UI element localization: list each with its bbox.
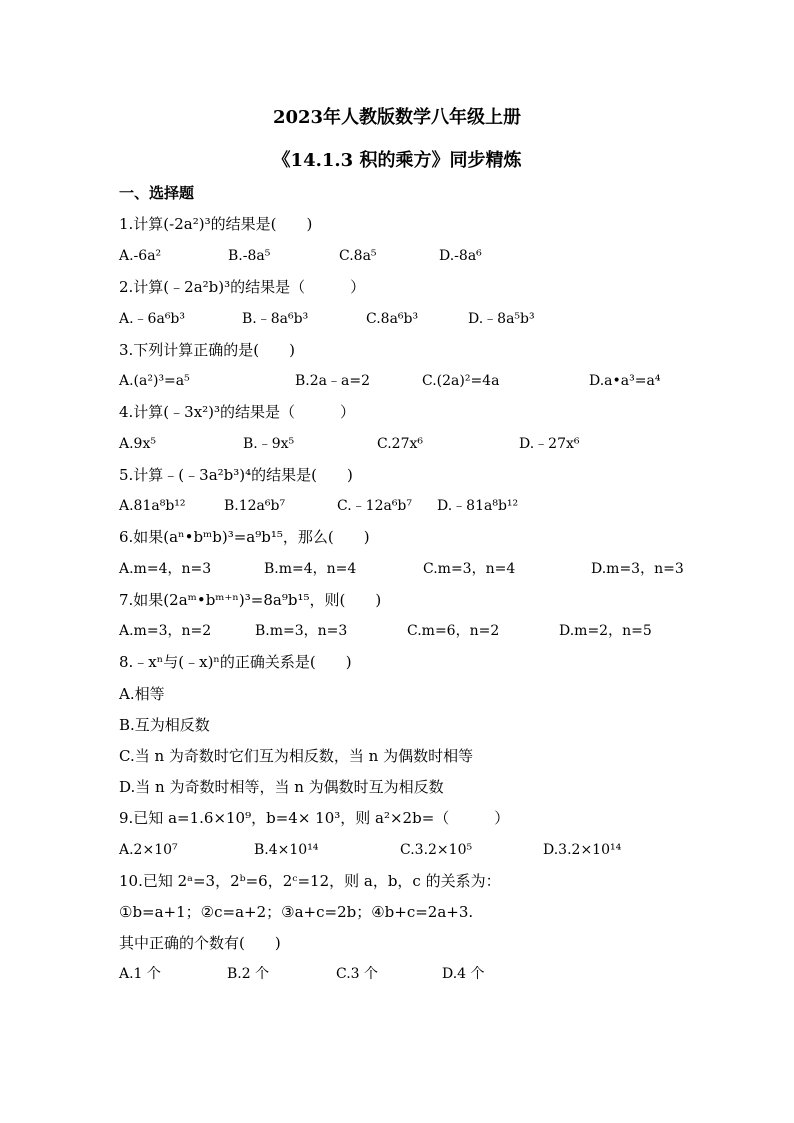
document-subtitle: 《14.1.3 积的乘方》同步精炼	[272, 150, 522, 171]
question-3-option-c: C.(2a)²=4a	[422, 373, 500, 389]
question-3-option-b: B.2a﹣a=2	[295, 373, 370, 389]
question-3-option-d: D.a•a³=a⁴	[589, 373, 661, 389]
question-5-option-b: B.12a⁶b⁷	[224, 498, 286, 514]
question-1-stem: 1.计算(-2a²)³的结果是( )	[119, 215, 313, 233]
question-10-option-d: D.4 个	[442, 966, 485, 982]
question-7-option-d: D.m=2，n=5	[559, 623, 652, 639]
question-2-option-c: C.8a⁶b³	[366, 311, 419, 327]
question-5-option-d: D.﹣81a⁸b¹²	[437, 498, 519, 514]
question-6-option-c: C.m=3，n=4	[423, 561, 516, 577]
question-6-option-b: B.m=4，n=4	[264, 561, 357, 577]
question-8-option-d: D.当 n 为奇数时相等，当 n 为偶数时互为相反数	[119, 778, 444, 796]
question-10-option-c: C.3 个	[336, 966, 379, 982]
question-9-option-c: C.3.2×10⁵	[400, 842, 473, 858]
question-5-stem: 5.计算﹣(﹣3a²b³)⁴的结果是( )	[119, 466, 353, 484]
question-4-option-c: C.27x⁶	[377, 436, 423, 452]
question-4-stem: 4.计算(﹣3x²)³的结果是（ ）	[119, 403, 356, 421]
question-9-stem: 9.已知 a=1.6×10⁹，b=4× 10³，则 a²×2b=（ ）	[119, 809, 510, 827]
question-8-option-c: C.当 n 为奇数时它们互为相反数，当 n 为偶数时相等	[119, 747, 474, 765]
question-6-option-a: A.m=4，n=3	[119, 561, 212, 577]
question-6-option-d: D.m=3，n=3	[591, 561, 684, 577]
question-4-option-d: D.﹣27x⁶	[519, 436, 580, 452]
question-10-prompt: 其中正确的个数有( )	[119, 934, 281, 952]
question-7-option-b: B.m=3，n=3	[255, 623, 348, 639]
question-7-option-c: C.m=6，n=2	[407, 623, 500, 639]
question-2-option-d: D.﹣8a⁵b³	[468, 311, 535, 327]
question-10-option-b: B.2 个	[227, 966, 270, 982]
question-8-stem: 8.﹣xⁿ与(﹣x)ⁿ的正确关系是( )	[119, 653, 352, 671]
question-8-option-b: B.互为相反数	[119, 716, 210, 734]
document-title: 2023年人教版数学八年级上册	[272, 107, 522, 128]
section-heading: 一、选择题	[119, 184, 195, 202]
question-10-stem: 10.已知 2ᵃ=3，2ᵇ=6，2ᶜ=12，则 a，b，c 的关系为：	[119, 872, 501, 890]
question-2-option-b: B.﹣8a⁶b³	[242, 311, 309, 327]
question-1-option-d: D.-8a⁶	[439, 248, 482, 264]
question-9-option-d: D.3.2×10¹⁴	[543, 842, 622, 858]
question-5-option-c: C.﹣12a⁶b⁷	[337, 498, 413, 514]
question-2-stem: 2.计算(﹣2a²b)³的结果是（ ）	[119, 278, 366, 296]
question-7-stem: 7.如果(2aᵐ•bᵐ⁺ⁿ)³=8a⁹b¹⁵，则( )	[119, 591, 382, 609]
question-9-option-b: B.4×10¹⁴	[254, 842, 319, 858]
question-7-option-a: A.m=3，n=2	[119, 623, 212, 639]
question-10-option-a: A.1 个	[119, 966, 161, 982]
question-10-statements: ①b=a+1；②c=a+2；③a+c=2b；④b+c=2a+3.	[119, 903, 474, 921]
question-4-option-a: A.9x⁵	[119, 436, 156, 452]
question-3-option-a: A.(a²)³=a⁵	[119, 373, 190, 389]
question-9-option-a: A.2×10⁷	[119, 842, 178, 858]
question-8-option-a: A.相等	[119, 685, 165, 703]
question-1-option-a: A.-6a²	[119, 248, 162, 264]
question-2-option-a: A.﹣6a⁶b³	[119, 311, 186, 327]
question-1-option-c: C.8a⁵	[339, 248, 377, 264]
question-5-option-a: A.81a⁸b¹²	[119, 498, 186, 514]
question-4-option-b: B.﹣9x⁵	[243, 436, 295, 452]
question-1-option-b: B.-8a⁵	[228, 248, 271, 264]
question-6-stem: 6.如果(aⁿ•bᵐb)³=a⁹b¹⁵，那么( )	[119, 528, 370, 546]
question-3-stem: 3.下列计算正确的是( )	[119, 341, 296, 359]
